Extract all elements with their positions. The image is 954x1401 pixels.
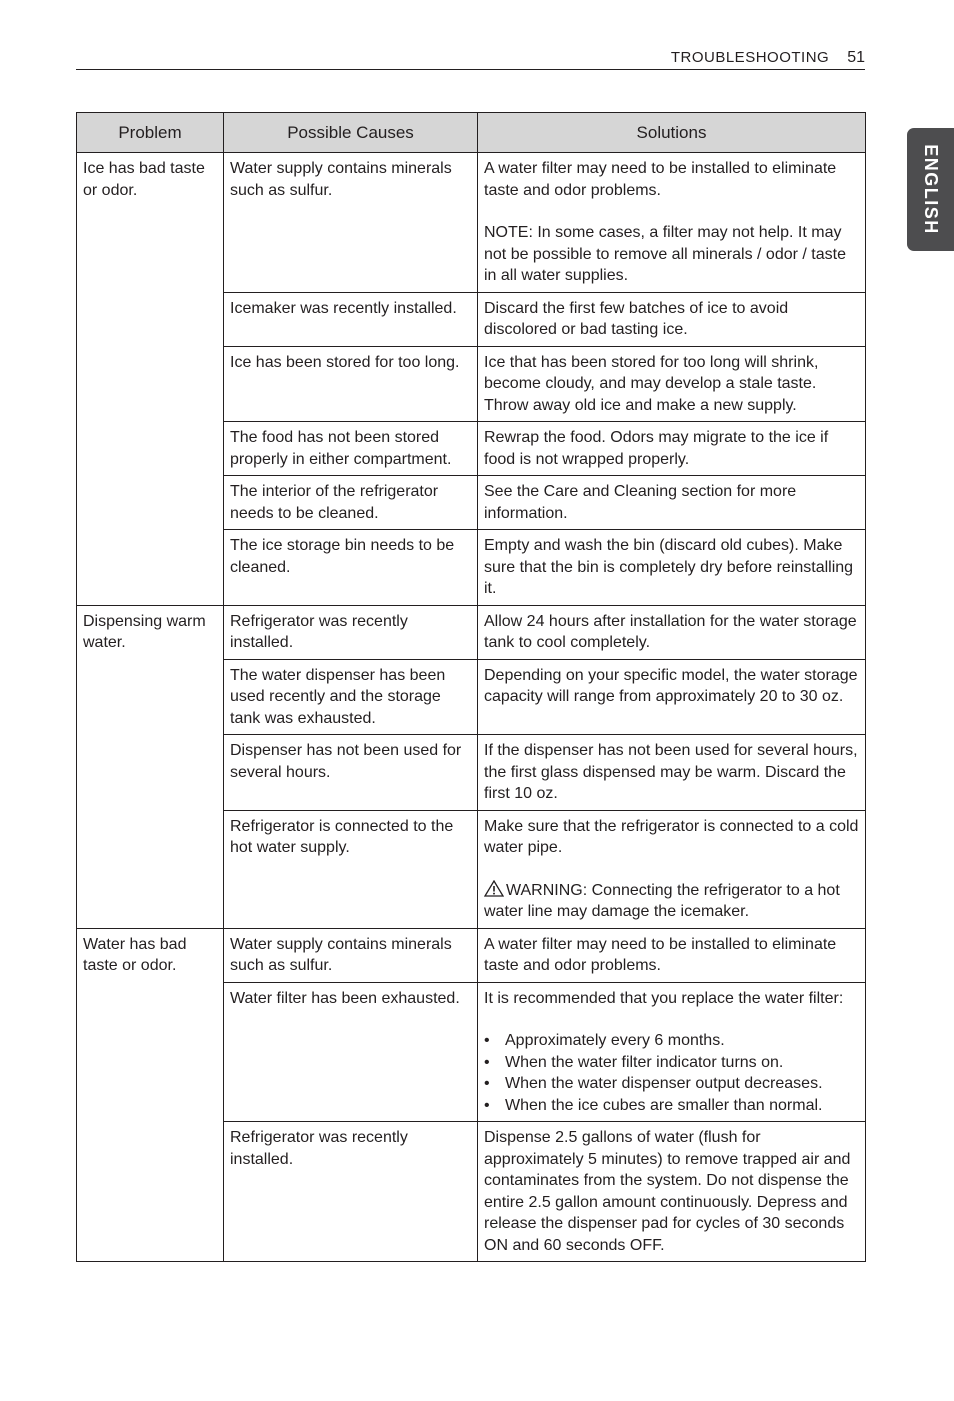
cause-cell: Water supply contains minerals such as sulfur. [224, 153, 478, 293]
solution-cell [478, 982, 866, 1122]
solution-paragraph: A water filter may need to be installed to eliminate taste and odor problems. [484, 935, 837, 974]
solution-cell [478, 292, 866, 346]
solution-cell [478, 153, 866, 293]
section-title: TROUBLESHOOTING [670, 49, 830, 66]
solution-paragraph: NOTE: In some cases, a filter may not help. It may not be possible to remove all minerals / odor / taste in all water supplies. [484, 224, 846, 284]
solution-cell [478, 605, 866, 659]
language-tab-label: ENGLISH [921, 144, 942, 235]
cause-cell: Refrigerator was recently installed. [224, 1122, 478, 1262]
cause-cell: Icemaker was recently installed. [224, 292, 478, 346]
bullet-list [484, 1030, 859, 1116]
solution-paragraph: It is recommended that you replace the water filter: [484, 989, 844, 1007]
problem-cell: Ice has bad taste or odor. [77, 153, 224, 606]
cause-cell: Dispenser has not been used for several hours. [224, 735, 478, 811]
solution-paragraph: See the Care and Cleaning section for more information. [484, 483, 797, 522]
language-tab [907, 128, 954, 251]
cause-cell: Refrigerator is connected to the hot water supply. [224, 810, 478, 928]
table-row [77, 605, 866, 659]
solution-paragraph: Allow 24 hours after installation for the water storage tank to cool completely. [484, 612, 857, 651]
cause-cell: The water dispenser has been used recently and the storage tank was exhausted. [224, 659, 478, 735]
list-item: • When the water dispenser output decreases. [505, 1073, 859, 1095]
troubleshooting-table [76, 112, 866, 1262]
solution-cell [478, 422, 866, 476]
column-header-solutions: Solutions [478, 113, 866, 153]
cause-cell: The interior of the refrigerator needs to be cleaned. [224, 476, 478, 530]
solution-cell [478, 530, 866, 606]
problem-cell: Water has bad taste or odor. [77, 928, 224, 1262]
cause-cell: Ice has been stored for too long. [224, 346, 478, 422]
list-item: • Approximately every 6 months. [505, 1030, 859, 1052]
solution-paragraph: Rewrap the food. Odors may migrate to the ice if food is not wrapped properly. [484, 429, 829, 468]
cause-cell: The ice storage bin needs to be cleaned. [224, 530, 478, 606]
page-header [76, 46, 865, 70]
solution-paragraph: Empty and wash the bin (discard old cubes). Make sure that the bin is completely dry before reinstalling it. [484, 537, 854, 597]
table-row [77, 153, 866, 293]
problem-cell: Dispensing warm water. [77, 605, 224, 928]
solution-paragraph: Dispense 2.5 gallons of water (flush for approximately 5 minutes) to remove trapped air and contaminates from the system. Do not dispense the entire 2.5 gallon amount continuously. Depress and release the dispenser pad for cycles of 30 seconds ON and 60 seconds OFF. [484, 1129, 851, 1254]
cause-cell: Water supply contains minerals such as sulfur. [224, 928, 478, 982]
solution-cell [478, 735, 866, 811]
solution-cell [478, 1122, 866, 1262]
page-number: 51 [847, 48, 865, 66]
solution-cell [478, 928, 866, 982]
solution-paragraph: If the dispenser has not been used for several hours, the first glass dispensed may be warm. Discard the first 10 oz. [484, 742, 858, 802]
list-item: • When the ice cubes are smaller than normal. [505, 1095, 859, 1117]
table-header-row [77, 113, 866, 153]
column-header-problem: Problem [77, 113, 224, 153]
solution-cell [478, 810, 866, 928]
column-header-causes: Possible Causes [224, 113, 478, 153]
warning-note [484, 880, 859, 923]
solution-cell [478, 476, 866, 530]
cause-cell: Water filter has been exhausted. [224, 982, 478, 1122]
solution-paragraph: Ice that has been stored for too long will shrink, become cloudy, and may develop a stale taste. Throw away old ice and make a new supply. [484, 353, 819, 414]
solution-cell [478, 659, 866, 735]
warning-text: WARNING: Connecting the refrigerator to a hot water line may damage the icemaker. [484, 881, 840, 920]
solution-paragraph: A water filter may need to be installed to eliminate taste and odor problems. [484, 160, 837, 199]
warning-triangle-icon [484, 880, 504, 897]
solution-cell [478, 346, 866, 422]
table-row [77, 928, 866, 982]
cause-cell: The food has not been stored properly in either compartment. [224, 422, 478, 476]
solution-paragraph: Depending on your specific model, the water storage capacity will range from approximately 20 to 30 oz. [484, 666, 858, 705]
solution-paragraph: Make sure that the refrigerator is connected to a cold water pipe. [484, 817, 859, 856]
solution-paragraph: Discard the first few batches of ice to avoid discolored or bad tasting ice. [484, 299, 789, 338]
table-body [77, 153, 866, 1262]
cause-cell: Refrigerator was recently installed. [224, 605, 478, 659]
list-item: • When the water filter indicator turns on. [505, 1052, 859, 1074]
